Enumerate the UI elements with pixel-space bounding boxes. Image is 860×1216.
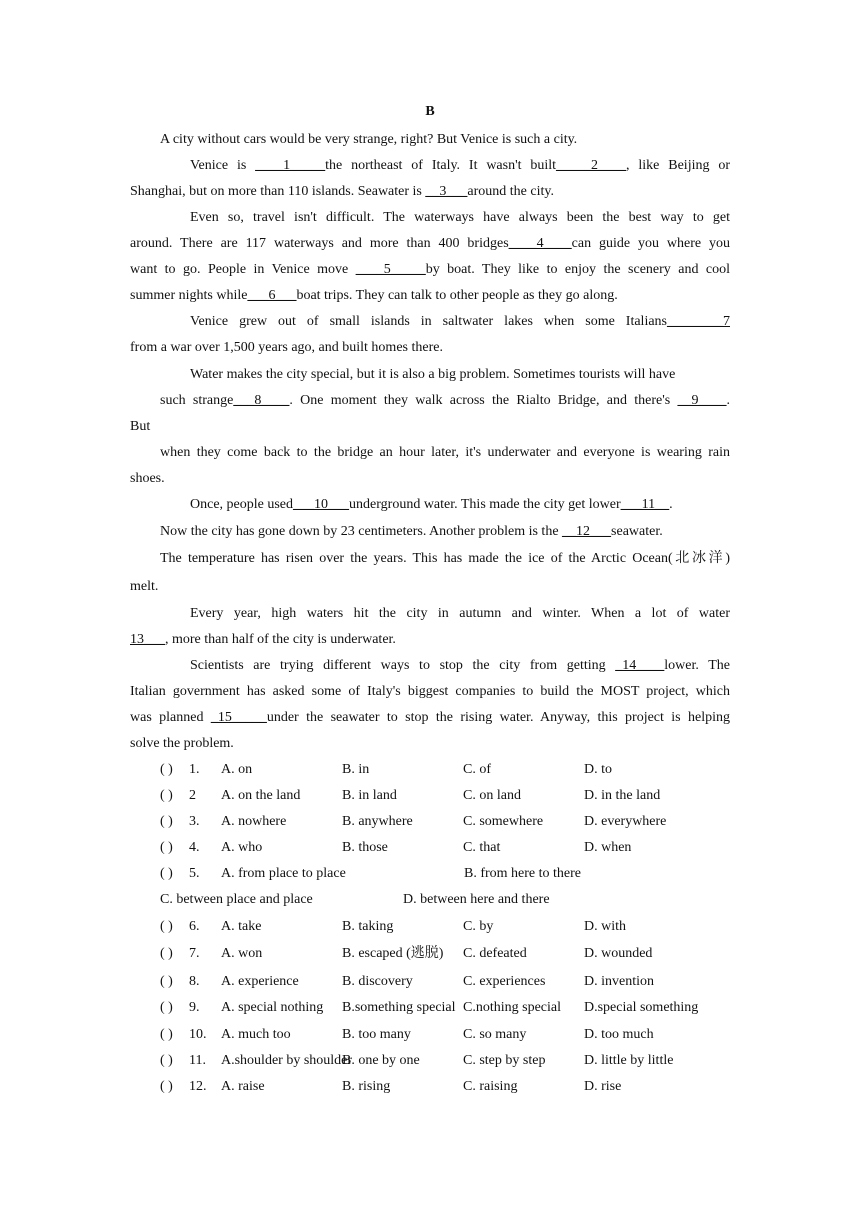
- option-b: B.something special: [342, 1000, 456, 1015]
- text-run: under the seawater to stop the rising water. Anyway, this project is helping: [266, 710, 730, 725]
- paragraph-line: solve the problem.: [130, 736, 234, 751]
- question-number: 7.: [189, 946, 200, 961]
- option-b: B. too many: [342, 1027, 411, 1042]
- option-d: D. with: [584, 919, 626, 934]
- text-run: Scientists are trying different ways to stop the city from getting: [190, 658, 616, 673]
- text-run: can guide you where you: [571, 236, 730, 251]
- text-run: Venice grew out of small islands in saltwater lakes when some Italians: [190, 314, 667, 329]
- paragraph-line: [130, 182, 730, 202]
- text-run: lower. The: [664, 658, 730, 673]
- paragraph-line: melt.: [130, 579, 159, 594]
- option-b: B. anywhere: [342, 814, 413, 829]
- question-row: [160, 998, 740, 1018]
- paragraph-line: A city without cars would be very strange, right? But Venice is such a city.: [160, 132, 578, 147]
- text-run: around. There are 117 waterways and more than 400 bridges: [130, 236, 509, 251]
- text-run: Now the city has gone down by 23 centimeters. Another problem is the: [160, 524, 563, 539]
- option-c: C. defeated: [463, 946, 527, 961]
- question-row: [160, 890, 740, 910]
- option-d: D. rise: [584, 1079, 622, 1094]
- answer-bracket: ( ): [160, 1053, 173, 1068]
- text-run: the northeast of Italy. It wasn't built: [325, 158, 557, 173]
- option-d: D. to: [584, 762, 612, 777]
- option-d: D. in the land: [584, 788, 661, 803]
- answer-bracket: ( ): [160, 1079, 173, 1094]
- option-b: B. those: [342, 840, 388, 855]
- option-d: D. little by little: [584, 1053, 674, 1068]
- answer-bracket: ( ): [160, 840, 173, 855]
- text-run: want to go. People in Venice move: [130, 262, 356, 277]
- paragraph-line: when they come back to the bridge an hour later, it's underwater and everyone is wearing rain: [160, 445, 730, 460]
- paragraph-line: from a war over 1,500 years ago, and built homes there.: [130, 340, 443, 355]
- option-a: A. who: [221, 840, 263, 855]
- text-run: around the city.: [467, 184, 554, 199]
- option-d: D. wounded: [584, 946, 653, 961]
- text-run: Shanghai, but on more than 110 islands. Seawater is: [130, 184, 426, 199]
- option-a: A. on the land: [221, 788, 301, 803]
- option-c: C. so many: [463, 1027, 527, 1042]
- question-number: 3.: [189, 814, 200, 829]
- question-row: [160, 812, 740, 832]
- text-run: .: [726, 393, 730, 408]
- blank-8: ___8____: [233, 393, 290, 408]
- blank-7: ________7: [667, 314, 730, 329]
- paragraph-line: Every year, high waters hit the city in autumn and winter. When a lot of water: [190, 606, 730, 621]
- option-a: A. experience: [221, 974, 299, 989]
- option-b: B. discovery: [342, 974, 413, 989]
- option-c: C. raising: [463, 1079, 518, 1094]
- paragraph-line: shoes.: [130, 471, 165, 486]
- text-run: .: [669, 497, 673, 512]
- option-c: C. on land: [463, 788, 521, 803]
- option-d: D.special something: [584, 1000, 699, 1015]
- question-number: 11.: [189, 1053, 206, 1068]
- text-run: boat trips. They can talk to other people as they go along.: [296, 288, 618, 303]
- option-c: B. from here to there: [464, 866, 582, 881]
- blank-11: ___11__: [620, 497, 670, 512]
- answer-bracket: ( ): [160, 919, 173, 934]
- option-d: D. everywhere: [584, 814, 667, 829]
- question-number: 6.: [189, 919, 200, 934]
- paragraph-line: But: [130, 419, 151, 434]
- answer-bracket: ( ): [160, 762, 173, 777]
- question-number: 4.: [189, 840, 200, 855]
- option-c: C. by: [463, 919, 494, 934]
- blank-15: _15_____: [210, 710, 267, 725]
- question-number: 5.: [189, 866, 200, 881]
- blank-2: _____2____: [556, 158, 627, 173]
- question-row: [160, 760, 740, 780]
- option-b: B. rising: [342, 1079, 391, 1094]
- question-number: 10.: [189, 1027, 207, 1042]
- paragraph-line: Water makes the city special, but it is also a big problem. Sometimes tourists will have: [190, 367, 676, 382]
- question-row: [160, 972, 740, 992]
- option-b: B. in land: [342, 788, 397, 803]
- option-a: A. from place to place: [221, 866, 346, 881]
- paragraph-line: [130, 260, 730, 280]
- option-b: B. escaped (逃脱): [342, 946, 444, 961]
- text-run: by boat. They like to enjoy the scenery and cool: [425, 262, 730, 277]
- option-a: A. on: [221, 762, 253, 777]
- option-d: D. when: [584, 840, 632, 855]
- paragraph-line: [130, 708, 730, 728]
- question-row: [160, 864, 740, 884]
- option-a: A.shoulder by shoulder: [221, 1053, 353, 1068]
- answer-bracket: ( ): [160, 788, 173, 803]
- blank-14: _14____: [615, 658, 665, 673]
- paragraph-line: [130, 286, 730, 306]
- paragraph-line: [190, 495, 730, 515]
- blank-13: 13___: [130, 632, 165, 647]
- question-number: 8.: [189, 974, 200, 989]
- text-run: Once, people used: [190, 497, 294, 512]
- option-d: D. too much: [584, 1027, 654, 1042]
- text-run: underground water. This made the city get lower: [349, 497, 621, 512]
- option-a: A. nowhere: [221, 814, 287, 829]
- option-c: C. of: [463, 762, 491, 777]
- question-row: [160, 917, 740, 937]
- blank-10: ___10___: [293, 497, 350, 512]
- text-run: such strange: [160, 393, 234, 408]
- text-run: , like Beijing or: [626, 158, 730, 173]
- question-number: 9.: [189, 1000, 200, 1015]
- answer-bracket: ( ): [160, 946, 173, 961]
- option-c: D. between here and there: [403, 892, 550, 907]
- blank-4: ____4____: [508, 236, 572, 251]
- option-b: B. taking: [342, 919, 394, 934]
- paragraph-line: The temperature has risen over the years. This has made the ice of the Arctic Ocean(北冰洋): [160, 551, 730, 566]
- option-d: D. invention: [584, 974, 654, 989]
- question-number: 12.: [189, 1079, 207, 1094]
- paragraph-line: Italian government has asked some of Italy's biggest companies to build the MOST project, which: [130, 684, 730, 699]
- question-row: [160, 786, 740, 806]
- option-c: C. step by step: [463, 1053, 546, 1068]
- text-run: summer nights while: [130, 288, 248, 303]
- text-run: , more than half of the city is underwater.: [165, 632, 396, 647]
- section-title: B: [425, 104, 435, 119]
- text-run: seawater.: [611, 524, 663, 539]
- option-a: A. won: [221, 946, 263, 961]
- blank-6: ___6___: [247, 288, 297, 303]
- answer-bracket: ( ): [160, 814, 173, 829]
- option-b: B. one by one: [342, 1053, 420, 1068]
- paragraph-line: [130, 630, 730, 650]
- option-a: C. between place and place: [160, 892, 313, 907]
- paragraph-line: [160, 522, 730, 542]
- text-run: . One moment they walk across the Rialto Bridge, and there's: [289, 393, 678, 408]
- paragraph-line: [190, 156, 730, 176]
- answer-bracket: ( ): [160, 1027, 173, 1042]
- question-row: [160, 838, 740, 858]
- paragraph-line: [160, 391, 730, 411]
- paragraph-line: [190, 312, 730, 332]
- question-row: [160, 944, 740, 964]
- paragraph-line: Even so, travel isn't difficult. The waterways have always been the best way to get: [190, 210, 730, 225]
- option-c: C. experiences: [463, 974, 546, 989]
- option-a: A. take: [221, 919, 262, 934]
- question-row: [160, 1025, 740, 1045]
- answer-bracket: ( ): [160, 1000, 173, 1015]
- option-a: A. raise: [221, 1079, 265, 1094]
- paragraph-line: [190, 656, 730, 676]
- answer-bracket: ( ): [160, 974, 173, 989]
- paragraph-line: [130, 234, 730, 254]
- blank-9: __9____: [677, 393, 727, 408]
- option-a: A. special nothing: [221, 1000, 324, 1015]
- blank-3: __3___: [425, 184, 468, 199]
- option-c: C. that: [463, 840, 501, 855]
- blank-5: ____5_____: [355, 262, 426, 277]
- option-c: C.nothing special: [463, 1000, 561, 1015]
- option-b: B. in: [342, 762, 370, 777]
- answer-bracket: ( ): [160, 866, 173, 881]
- option-a: A. much too: [221, 1027, 291, 1042]
- question-number: 1.: [189, 762, 200, 777]
- question-row: [160, 1077, 740, 1097]
- blank-12: __12___: [562, 524, 612, 539]
- text-run: Venice is: [190, 158, 256, 173]
- option-c: C. somewhere: [463, 814, 544, 829]
- question-number: 2: [189, 788, 196, 803]
- blank-1: ____1_____: [255, 158, 326, 173]
- question-row: [160, 1051, 740, 1071]
- text-run: was planned: [130, 710, 211, 725]
